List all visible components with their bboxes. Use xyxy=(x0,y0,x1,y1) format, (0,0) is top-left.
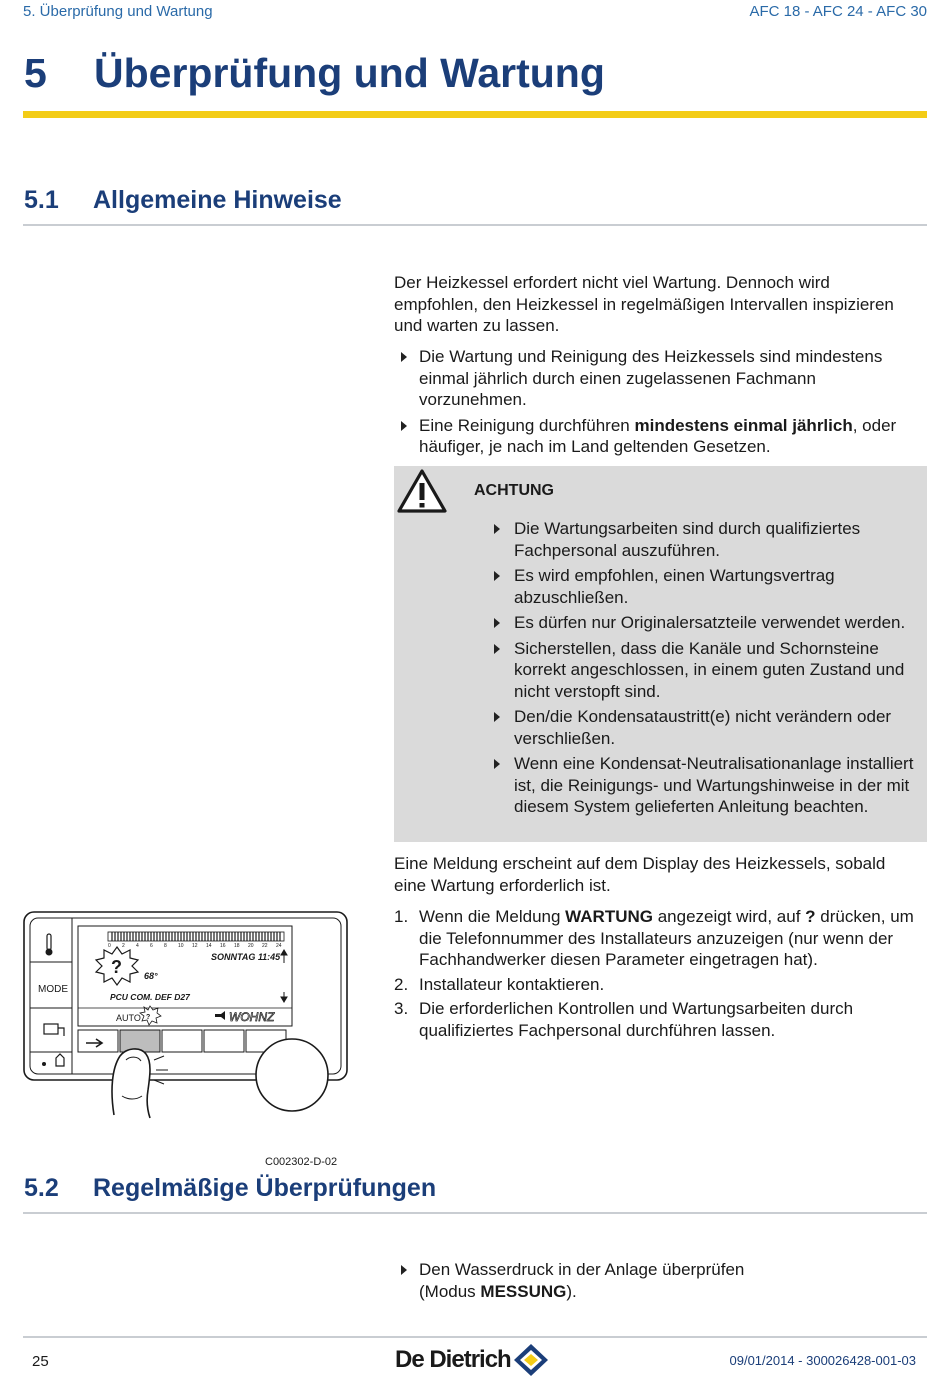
warning-item xyxy=(488,638,922,703)
bullet-emphasis: mindestens einmal jährlich xyxy=(634,415,853,435)
chapter-number: 5 xyxy=(24,50,47,96)
display-mode: AUTO xyxy=(116,1013,141,1023)
display-day-time: SONNTAG 11:45 xyxy=(211,952,281,962)
hour-label: 20 xyxy=(248,943,254,949)
warning-item-text: Es wird empfohlen, einen Wartungsvertrag abzuschließen. xyxy=(514,566,835,607)
arrow-bullet-icon xyxy=(401,421,407,431)
arrow-bullet-icon xyxy=(401,352,407,362)
figure-code: C002302-D-02 xyxy=(265,1156,338,1168)
svg-text:?: ? xyxy=(146,1014,151,1021)
arrow-bullet-icon xyxy=(494,712,500,722)
warning-item-text: Die Wartungsarbeiten sind durch qualifiziertes Fachpersonal auszuführen. xyxy=(514,519,861,560)
bullet-text: ). xyxy=(566,1281,577,1301)
warning-label: ACHTUNG xyxy=(474,482,554,499)
page-number: 25 xyxy=(32,1353,49,1370)
bullet-emphasis: MESSUNG xyxy=(480,1281,567,1301)
section-5-1-number: 5.1 xyxy=(24,186,59,214)
warning-list xyxy=(488,518,922,818)
section-5-1-title: Allgemeine Hinweise xyxy=(93,186,342,214)
warning-item-text: Es dürfen nur Originalersatzteile verwendet werden. xyxy=(514,613,906,632)
chapter-title xyxy=(24,50,605,97)
function-buttons xyxy=(78,1030,286,1052)
step-item xyxy=(394,906,930,971)
warning-item xyxy=(488,706,922,749)
hour-label: 6 xyxy=(150,943,153,949)
bullet-item xyxy=(394,415,924,458)
arrow-bullet-icon xyxy=(494,618,500,628)
hour-label: 22 xyxy=(262,943,268,949)
steps-list xyxy=(394,906,930,1041)
status-dot-icon xyxy=(42,1062,46,1066)
step-text: Die erforderlichen Kontrollen und Wartungsarbeiten durch qualifiziertes Fachpersonal durchführen lassen. xyxy=(419,999,854,1040)
header-model-label: AFC 18 - AFC 24 - AFC 30 xyxy=(749,3,927,20)
warning-item xyxy=(488,565,922,608)
step-number: 3. xyxy=(394,999,409,1018)
arrow-bullet-icon xyxy=(494,759,500,769)
control-panel-figure xyxy=(22,900,352,1120)
bullet-text: Den Wasserdruck in der Anlage überprüfen (Modus xyxy=(419,1260,745,1301)
bullet-item xyxy=(394,346,924,411)
chapter-rule xyxy=(23,111,927,118)
warning-triangle-icon xyxy=(396,468,448,514)
hour-label: 24 xyxy=(276,943,282,949)
document-reference: 09/01/2014 - 300026428-001-03 xyxy=(729,1353,916,1368)
step-text: Wenn die Meldung xyxy=(419,907,566,926)
bullet-text: Eine Reinigung durchführen xyxy=(419,415,635,435)
section-5-2-heading xyxy=(24,1174,436,1203)
hour-label: 12 xyxy=(192,943,198,949)
section-5-2-bullets xyxy=(394,1259,784,1302)
section-5-1-rule xyxy=(23,224,927,226)
step-emphasis: ? xyxy=(805,907,816,926)
arrow-bullet-icon xyxy=(494,524,500,534)
function-button-pressed[interactable] xyxy=(120,1030,160,1052)
bullet-item xyxy=(394,1259,784,1302)
warning-item xyxy=(488,612,922,634)
arrow-bullet-icon xyxy=(494,571,500,581)
general-bullets xyxy=(394,346,924,458)
hour-label: 4 xyxy=(136,943,139,949)
step-number: 1. xyxy=(394,907,409,926)
brand-diamond-icon xyxy=(513,1343,549,1377)
svg-text:?: ? xyxy=(111,957,122,977)
step-text: Installateur kontaktieren. xyxy=(419,974,605,994)
function-button[interactable] xyxy=(162,1030,202,1052)
step-text: angezeigt wird, auf xyxy=(653,907,806,926)
step-item xyxy=(394,998,930,1041)
bullet-text: , oder häufiger, je nach im Land geltenden Gesetzen. xyxy=(419,415,897,456)
step-item xyxy=(394,974,930,996)
hour-label: 18 xyxy=(234,943,240,949)
intro-paragraph: Der Heizkessel erfordert nicht viel Wartung. Dennoch wird empfohlen, den Heizkessel in regelmäßigen Intervallen inspizieren und warten zu lassen. xyxy=(394,273,894,335)
warning-item xyxy=(488,753,922,818)
arrow-bullet-icon xyxy=(494,644,500,654)
warning-item-text: Wenn eine Kondensat-Neutralisationanlage installiert ist, die Reinigungs- und Wartungshinweise in der mit diesem System gelieferten Anleitung beachten. xyxy=(514,754,914,816)
hour-label: 2 xyxy=(122,943,125,949)
warning-item-text: Sicherstellen, dass die Kanäle und Schornsteine korrekt angeschlossen, in einem guten Zustand und nicht verstopft sind. xyxy=(514,638,905,701)
message-paragraph: Eine Meldung erscheint auf dem Display des Heizkessels, sobald eine Wartung erforderlich ist. xyxy=(394,854,886,895)
footer-rule xyxy=(23,1336,927,1338)
step-text: drücken, um die Telefonnummer des Installateurs anzuzeigen (nur wenn der Fachhandwerker diesen Parameter eingetragen hat). xyxy=(419,907,914,969)
section-5-1-heading xyxy=(24,186,342,215)
display-temperature: 68° xyxy=(144,971,158,981)
section-5-2-number: 5.2 xyxy=(24,1174,59,1202)
step-number: 2. xyxy=(394,974,409,994)
section-5-2-rule xyxy=(23,1212,927,1214)
section-5-2-title: Regelmäßige Überprüfungen xyxy=(93,1174,437,1202)
hour-label: 10 xyxy=(178,943,184,949)
warning-item xyxy=(488,518,922,561)
header-section-label: 5. Überprüfung und Wartung xyxy=(23,3,213,20)
rotary-knob[interactable] xyxy=(256,1039,328,1111)
hour-label: 16 xyxy=(220,943,226,949)
bullet-text: Die Wartung und Reinigung des Heizkessels sind mindestens einmal jährlich durch einen zugelassenen Fachmann vorzunehmen. xyxy=(419,347,883,409)
mode-button-label: MODE xyxy=(38,984,68,995)
warning-item-text: Den/die Kondensataustritt(e) nicht verändern oder verschließen. xyxy=(514,707,892,748)
chapter-title-text: Überprüfung und Wartung xyxy=(94,50,605,96)
display-error-code: PCU COM. DEF D27 xyxy=(110,992,190,1002)
display-zone: WOHNZ xyxy=(229,1010,275,1024)
arrow-bullet-icon xyxy=(401,1265,407,1275)
warning-box xyxy=(394,466,927,842)
step-emphasis: WARTUNG xyxy=(565,907,653,926)
brand-logo xyxy=(395,1343,549,1377)
brand-wordmark: De Dietrich xyxy=(395,1346,511,1373)
hour-label: 0 xyxy=(108,943,111,949)
hour-label: 14 xyxy=(206,943,212,949)
function-button[interactable] xyxy=(204,1030,244,1052)
hour-label: 8 xyxy=(164,943,167,949)
